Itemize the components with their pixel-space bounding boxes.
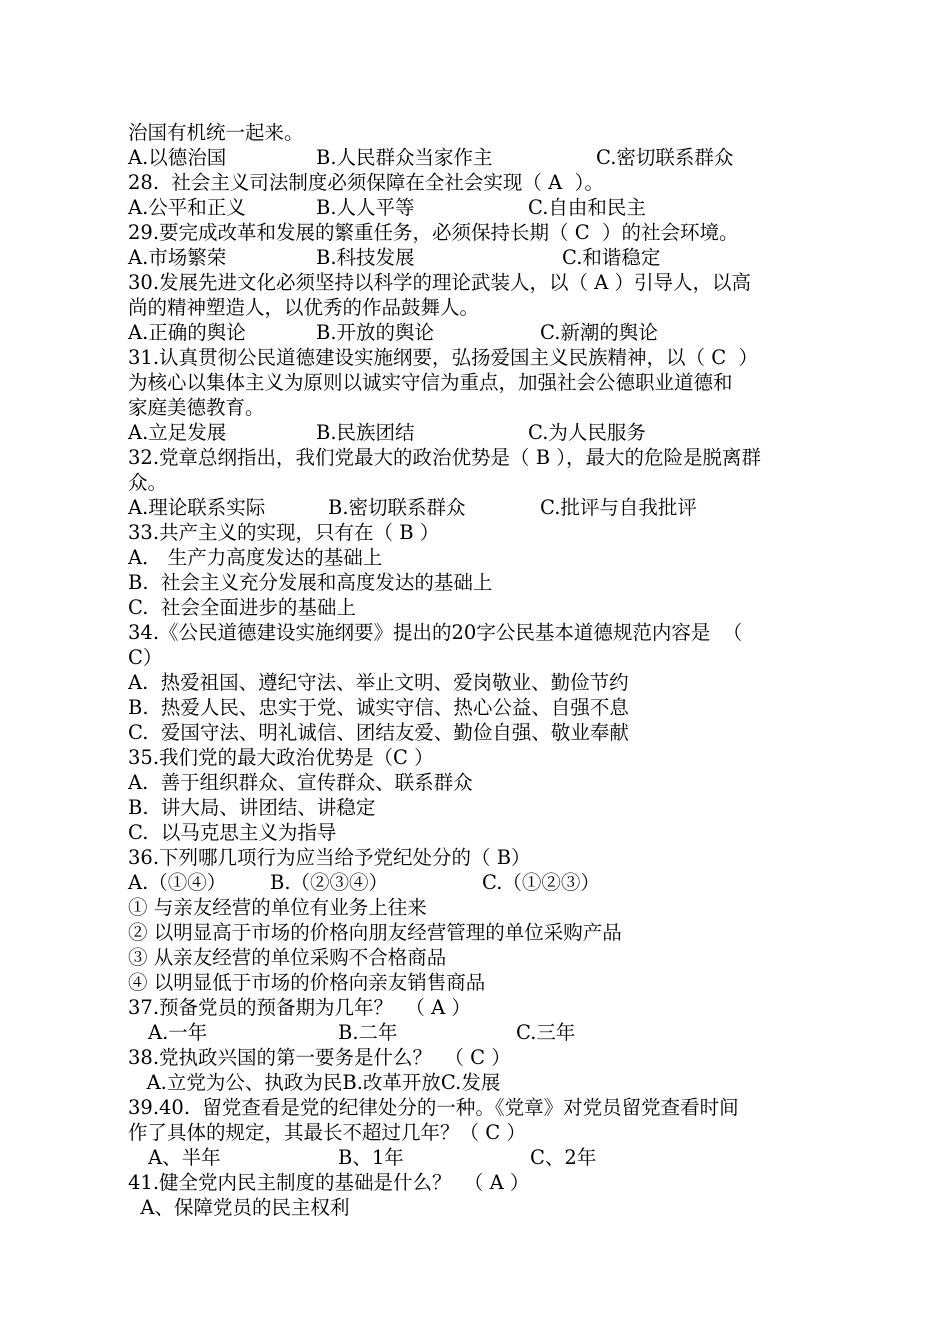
question-41: 41.健全党内民主制度的基础是什么？ （ A ） bbox=[128, 1171, 530, 1194]
text-line: 治国有机统一起来。 bbox=[128, 121, 304, 144]
option-a: A.理论联系实际 bbox=[128, 496, 266, 519]
question-35: 35.我们党的最大政治优势是（C ） bbox=[128, 746, 434, 769]
q32-options bbox=[128, 495, 828, 520]
question-31-line1: 31.认真贯彻公民道德建设实施纲要，弘扬爱国主义民族精神，以（ C ） bbox=[128, 346, 759, 369]
question-32-line1: 32.党章总纲指出，我们党最大的政治优势是（ B ），最大的危险是脱离群 bbox=[128, 446, 761, 469]
option-a: A.正确的舆论 bbox=[128, 321, 246, 344]
option-c: C.和谐稳定 bbox=[562, 246, 661, 269]
question-34-line1: 34.《公民道德建设实施纲要》提出的20字公民基本道德规范内容是 （ bbox=[128, 621, 743, 644]
q36-item-2: ② 以明显高于市场的价格向朋友经营管理的单位采购产品 bbox=[128, 921, 622, 944]
q34-option-a: A. 热爱祖国、遵纪守法、举止文明、爱岗敬业、勤俭节约 bbox=[128, 671, 629, 694]
q36-item-4: ④ 以明显低于市场的价格向亲友销售商品 bbox=[128, 971, 486, 994]
option-b: B.二年 bbox=[338, 1021, 398, 1044]
option-a: A、半年 bbox=[148, 1146, 221, 1169]
question-28: 28. 社会主义司法制度必须保障在全社会实现（ A ）。 bbox=[128, 171, 604, 194]
q31-options bbox=[128, 420, 828, 445]
q35-option-b: B. 讲大局、讲团结、讲稳定 bbox=[128, 796, 376, 819]
q33-option-b: B. 社会主义充分发展和高度发达的基础上 bbox=[128, 571, 493, 594]
q36-item-3: ③ 从亲友经营的单位采购不合格商品 bbox=[128, 946, 447, 969]
option-c: C.批评与自我批评 bbox=[540, 496, 697, 519]
option-c: C.三年 bbox=[516, 1021, 576, 1044]
question-30-line1: 30.发展先进文化必须坚持以科学的理论武装人，以（ A ）引导人，以高 bbox=[128, 271, 751, 294]
q40-options bbox=[128, 1145, 828, 1170]
q35-option-a: A. 善于组织群众、宣传群众、联系群众 bbox=[128, 771, 473, 794]
q33-option-a: A． 生产力高度发达的基础上 bbox=[128, 546, 383, 569]
option-b: B.开放的舆论 bbox=[316, 321, 435, 344]
option-a: A.以德治国 bbox=[128, 146, 227, 169]
question-37: 37.预备党员的预备期为几年？ （ A ） bbox=[128, 996, 471, 1019]
option-b: B.（②③④） bbox=[270, 871, 389, 894]
question-29: 29.要完成改革和发展的繁重任务，必须保持长期（ C ）的社会环境。 bbox=[128, 221, 739, 244]
q33-option-c: C. 社会全面进步的基础上 bbox=[128, 596, 356, 619]
q34-option-b: B. 热爱人民、忠实于党、诚实守信、热心公益、自强不息 bbox=[128, 696, 629, 719]
option-a: A.一年 bbox=[148, 1021, 208, 1044]
q30-options bbox=[128, 320, 828, 345]
q41-option-a: A、保障党员的民主权利 bbox=[128, 1196, 350, 1219]
option-a: A.市场繁荣 bbox=[128, 246, 227, 269]
question-33: 33.共产主义的实现，只有在（ B ） bbox=[128, 521, 440, 544]
question-40-line2: 作了具体的规定，其最长不超过几年？（ C ） bbox=[128, 1121, 526, 1144]
q36-options bbox=[128, 870, 828, 895]
option-c: C、2年 bbox=[530, 1146, 597, 1169]
option-b: B、1年 bbox=[338, 1146, 404, 1169]
option-b: B.人民群众当家作主 bbox=[316, 146, 493, 169]
option-b: B.民族团结 bbox=[316, 421, 415, 444]
question-34-line2: C） bbox=[128, 646, 163, 669]
q29-options bbox=[128, 245, 828, 270]
option-c: C.（①②③） bbox=[482, 871, 600, 894]
q35-option-c: C. 以马克思主义为指导 bbox=[128, 821, 337, 844]
q36-item-1: ① 与亲友经营的单位有业务上往来 bbox=[128, 896, 427, 919]
q38-options: A.立党为公、执政为民B.改革开放C.发展 bbox=[128, 1071, 501, 1094]
option-c: C.新潮的舆论 bbox=[540, 321, 658, 344]
question-36: 36.下列哪几项行为应当给予党纪处分的（ B） bbox=[128, 846, 531, 869]
option-b: B.密切联系群众 bbox=[328, 496, 466, 519]
q37-options bbox=[128, 1020, 828, 1045]
q27-options bbox=[128, 145, 828, 170]
option-a: A.立足发展 bbox=[128, 421, 227, 444]
option-c: C.自由和民主 bbox=[528, 196, 646, 219]
option-a: A.（①④） bbox=[128, 871, 227, 894]
question-32-line2: 众。 bbox=[128, 471, 168, 494]
option-a: A.公平和正义 bbox=[128, 196, 246, 219]
option-c: C.密切联系群众 bbox=[596, 146, 734, 169]
option-b: B.科技发展 bbox=[316, 246, 415, 269]
document-page bbox=[128, 120, 828, 1220]
question-38: 38.党执政兴国的第一要务是什么？ （ C ） bbox=[128, 1046, 511, 1069]
option-b: B.人人平等 bbox=[316, 196, 415, 219]
question-31-line3: 家庭美德教育。 bbox=[128, 396, 265, 419]
question-30-line2: 尚的精神塑造人，以优秀的作品鼓舞人。 bbox=[128, 296, 480, 319]
option-c: C.为人民服务 bbox=[528, 421, 646, 444]
question-31-line2: 为核心以集体主义为原则以诚实守信为重点，加强社会公德职业道德和 bbox=[128, 371, 733, 394]
q34-option-c: C. 爱国守法、明礼诚信、团结友爱、勤俭自强、敬业奉献 bbox=[128, 721, 629, 744]
question-40-line1: 39.40. 留党查看是党的纪律处分的一种。《党章》对党员留党查看时间 bbox=[128, 1096, 739, 1119]
q28-options bbox=[128, 195, 828, 220]
